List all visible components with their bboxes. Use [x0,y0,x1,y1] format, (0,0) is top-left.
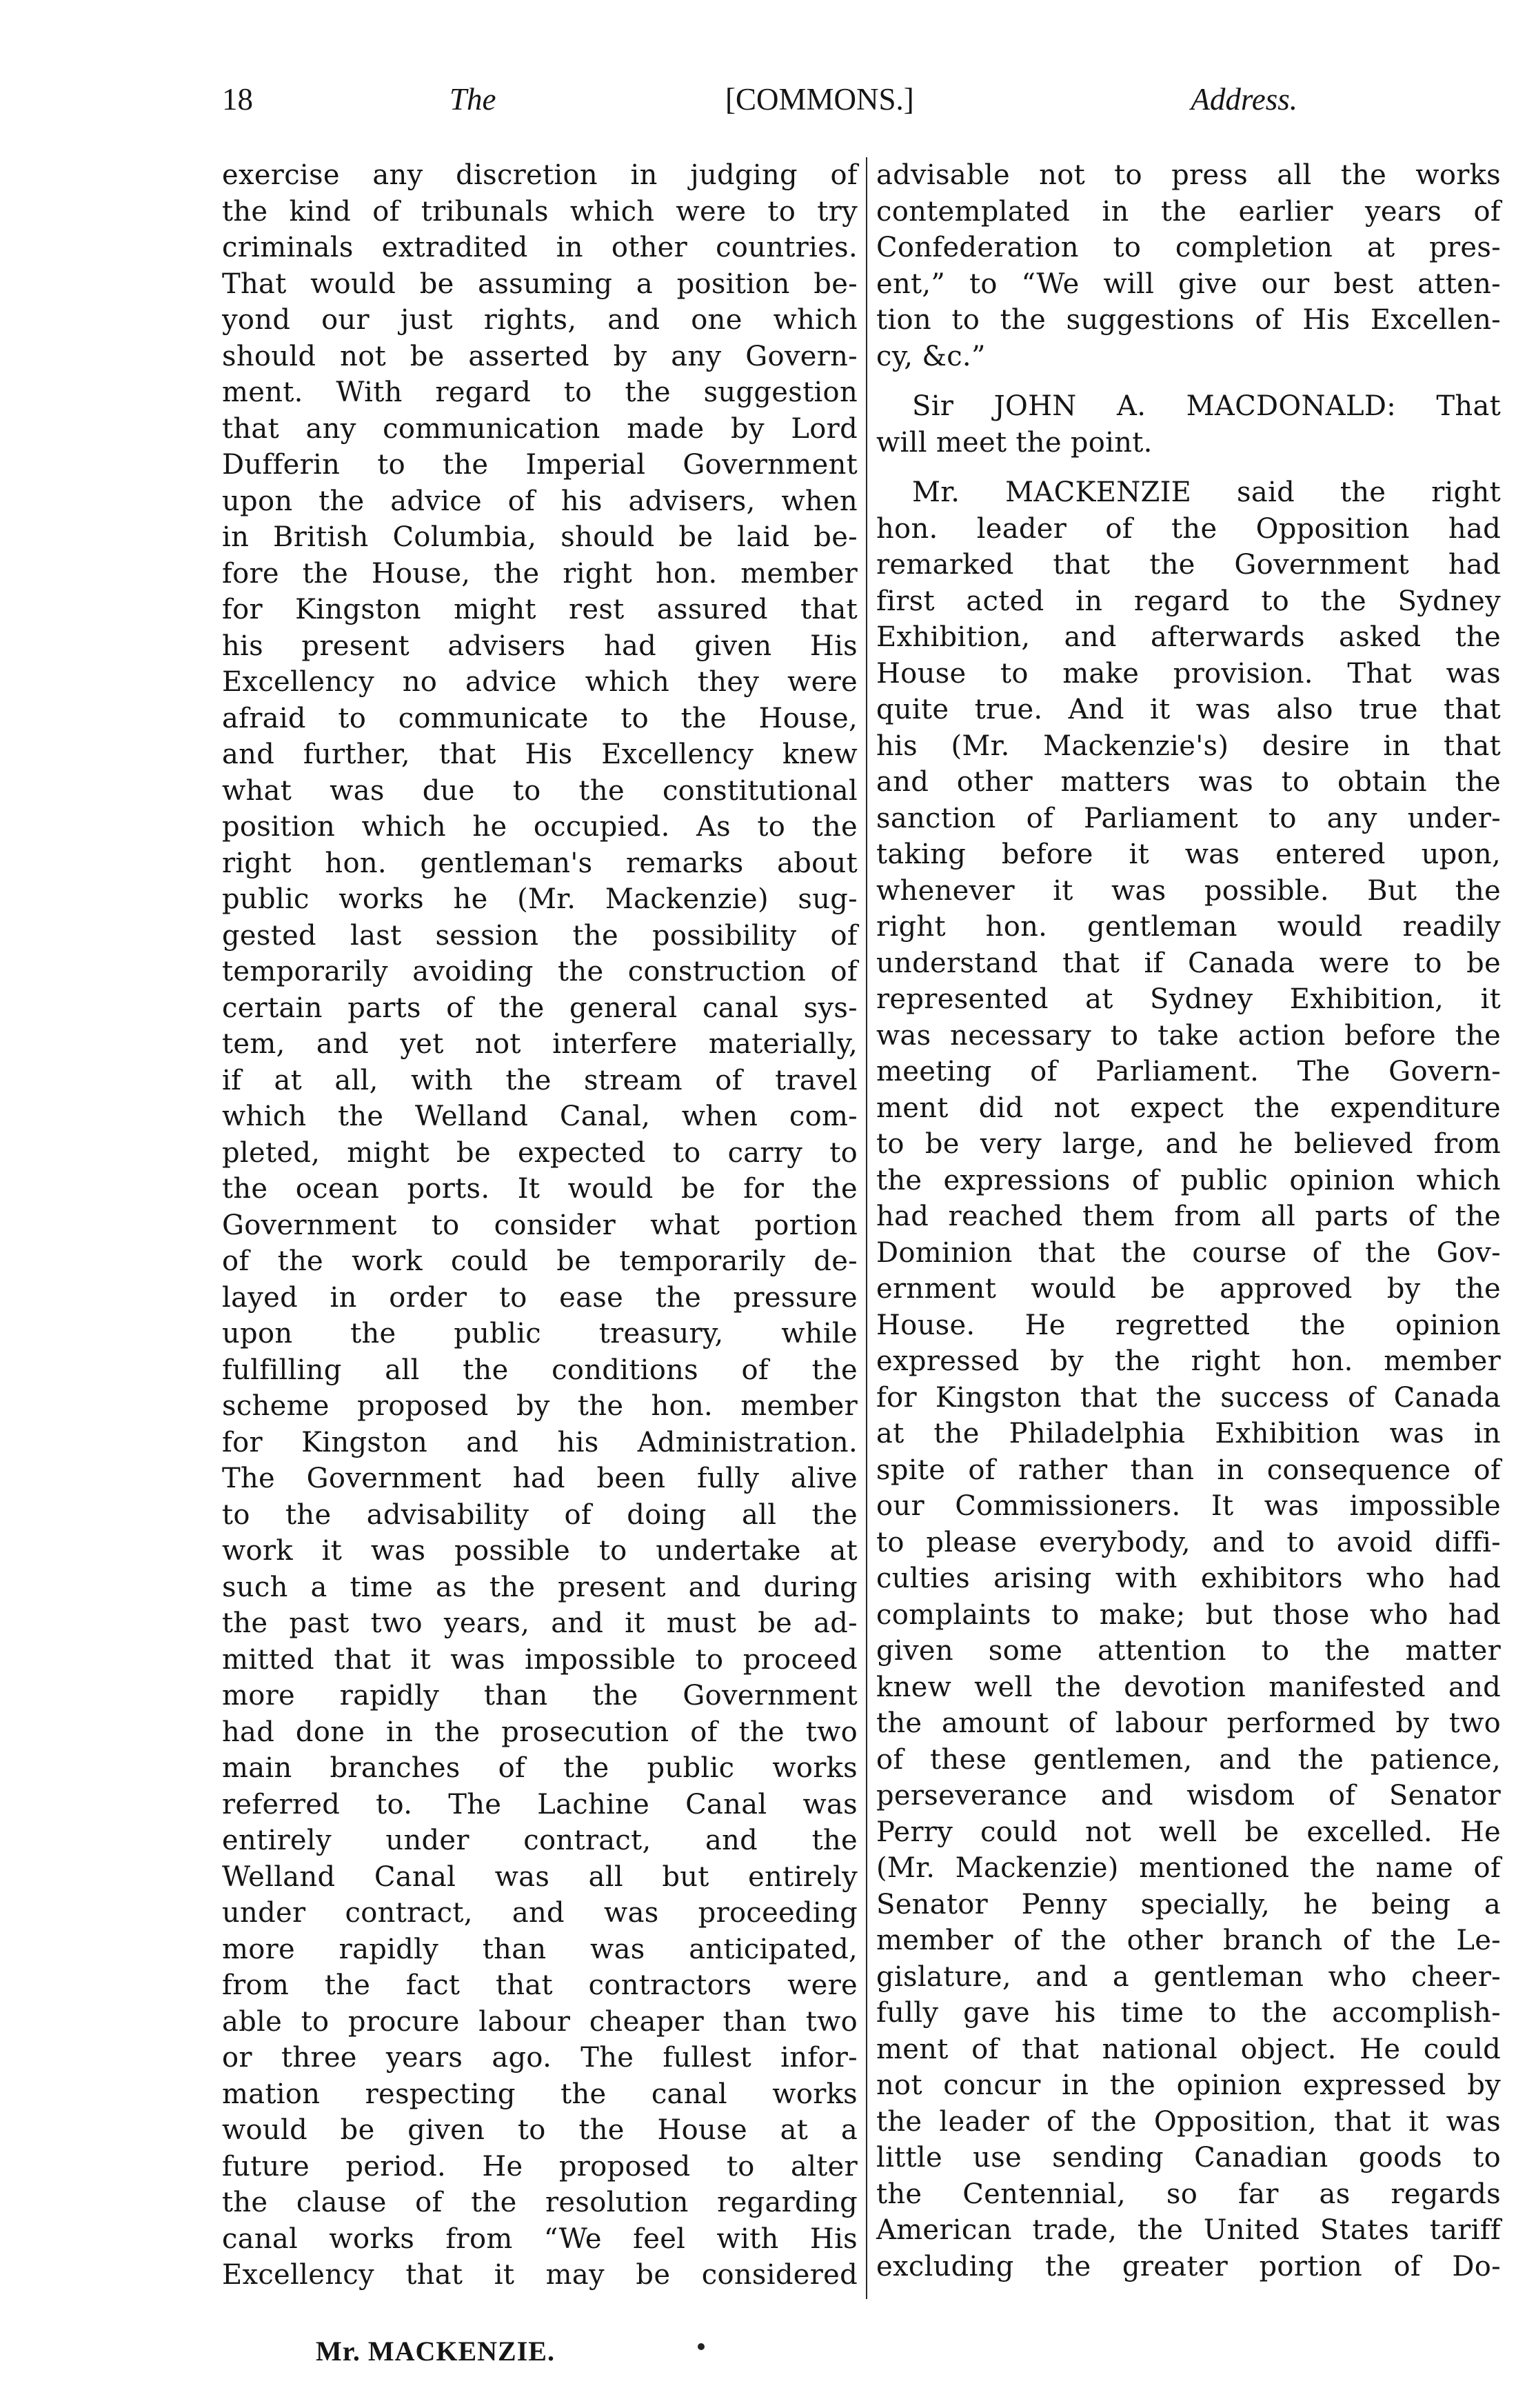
text-line: future period. He proposed to alter [222,2150,858,2183]
page-number: 18 [222,82,253,117]
text-line: temporarily avoiding the construction of [222,956,858,987]
text-line: Exhibition, and afterwards asked the [876,621,1501,653]
print-speck [698,2343,705,2350]
text-line: able to procure labour cheaper than two [222,2005,858,2038]
text-line: understand that if Canada were to be [876,947,1501,979]
text-line: scheme proposed by the hon. member [222,1390,858,1422]
text-line: was necessary to take action before the [876,1019,1501,1052]
text-line: layed in order to ease the pressure [222,1281,858,1314]
text-line: public works he (Mr. Mackenzie) sug- [222,883,858,915]
text-line: referred to. The Lachine Canal was [222,1788,858,1820]
text-line: The Government had been fully alive [222,1463,858,1494]
text-line: or three years ago. The fullest infor- [222,2042,858,2074]
text-line: certain parts of the general canal sys- [222,992,858,1024]
text-line: the leader of the Opposition, that it was [876,2105,1501,2138]
text-line: entirely under contract, and the [222,1825,858,1856]
text-line: main branches of the public works [222,1752,858,1784]
text-line: will meet the point. [876,426,1153,459]
text-line: at the Philadelphia Exhibition was in [876,1418,1501,1449]
text-line: Dominion that the course of the Gov- [876,1236,1501,1269]
paragraph-gap [876,374,1501,388]
text-line: quite true. And it was also true that [876,694,1501,725]
text-line: perseverance and wisdom of Senator [876,1780,1501,1812]
text-line: not concur in the opinion expressed by [876,2069,1501,2101]
text-line: Excellency that it may be considered [222,2259,858,2291]
text-line: afraid to communicate to the House, [222,702,858,734]
text-line: ernment would be approved by the [876,1273,1501,1305]
paragraph-mackenzie [876,474,1501,2285]
text-line: for Kingston and his Administration. [222,1426,858,1458]
page-header [222,81,1297,137]
text-line: advisable not to press all the works [876,159,1501,191]
text-line: more rapidly than the Government [222,1680,858,1712]
text-line: Excellency no advice which they were [222,666,858,698]
text-line: Mr. MACKENZIE said the right [912,476,1501,508]
text-line: and other matters was to obtain the [876,766,1501,798]
footer-speaker: Mr. MACKENZIE. [316,2336,555,2367]
text-line: had reached them from all parts of the [876,1201,1501,1232]
text-line: hon. leader of the Opposition had [876,512,1501,545]
text-line: taking before it was entered upon, [876,839,1501,870]
text-line: the Centennial, so far as regards [876,2178,1501,2210]
text-line: mitted that it was impossible to proceed [222,1643,858,1676]
paragraph-gap [876,461,1501,474]
text-line: sanction of Parliament to any under- [876,802,1501,834]
text-line: the expressions of public opinion which [876,1164,1501,1196]
text-line: mation respecting the canal works [222,2078,858,2110]
text-line: to be very large, and he believed from [876,1128,1501,1160]
right-column [876,157,1501,2285]
text-line: upon the public treasury, while [222,1318,858,1350]
text-line: fore the House, the right hon. member [222,557,858,590]
text-line: canal works from “We feel with His [222,2223,858,2255]
text-line: to the advisability of doing all the [222,1498,858,1531]
text-line: Perry could not well be excelled. He [876,1816,1501,1848]
text-line: which the Welland Canal, when com- [222,1101,858,1132]
text-line: spite of rather than in consequence of [876,1454,1501,1486]
text-line: cy, &c.” [876,340,986,372]
text-line: pleted, might be expected to carry to [222,1136,858,1169]
text-line: member of the other branch of the Le- [876,1925,1501,1956]
text-line: first acted in regard to the Sydney [876,585,1501,617]
text-line: knew well the devotion manifested and [876,1671,1501,1703]
text-line: contemplated in the earlier years of [876,195,1501,228]
text-line: from the fact that contractors were [222,1969,858,2001]
text-line: ment did not expect the expenditure [876,1092,1501,1124]
text-line: ment of that national object. He could [876,2033,1501,2065]
text-line: our Commissioners. It was impossible [876,1490,1501,1522]
text-line: Senator Penny specially, he being a [876,1888,1501,1920]
text-line: of these gentlemen, and the patience, [876,1743,1501,1776]
text-line: right hon. gentleman's remarks about [222,847,858,879]
text-line: whenever it was possible. But the [876,874,1501,907]
text-line: House to make provision. That was [876,657,1501,690]
text-line: upon the advice of his advisers, when [222,485,858,517]
text-line: gested last session the possibility of [222,919,858,952]
house-label: [COMMONS.] [725,82,914,117]
text-line: That would be assuming a position be- [222,268,858,300]
column-divider [866,157,867,2299]
text-line: in British Columbia, should be laid be- [222,521,858,553]
text-line: tem, and yet not interfere materially, [222,1028,858,1060]
text-line: tion to the suggestions of His Excellen- [876,304,1501,336]
text-line: exercise any discretion in judging of [222,159,858,191]
text-line: little use sending Canadian goods to [876,2142,1501,2174]
text-line: given some attention to the matter [876,1635,1501,1667]
text-line: such a time as the present and during [222,1571,858,1603]
text-line: under contract, and was proceeding [222,1897,858,1929]
text-line: work it was possible to undertake at [222,1535,858,1567]
text-line: what was due to the constitutional [222,774,858,807]
text-line: if at all, with the stream of travel [222,1064,858,1096]
text-line: Confederation to completion at pres- [876,232,1501,263]
text-line: American trade, the United States tariff [876,2214,1501,2246]
text-line: ment. With regard to the suggestion [222,377,858,408]
running-title-left: The [449,82,496,117]
text-line: gislature, and a gentleman who cheer- [876,1960,1501,1993]
text-line: should not be asserted by any Govern- [222,340,858,372]
text-line: ent,” to “We will give our best atten- [876,268,1501,300]
text-line: Sir JOHN A. MACDONALD: That [912,390,1501,422]
paragraph-address-continuation [876,157,1501,374]
text-line: complaints to make; but those who had [876,1598,1501,1631]
text-line: the kind of tribunals which were to try [222,195,858,228]
text-line: would be given to the House at a [222,2114,858,2146]
paragraph-macdonald [876,388,1501,461]
text-line: criminals extradited in other countries. [222,232,858,263]
text-line: and further, that His Excellency knew [222,739,858,770]
text-line: for Kingston that the success of Canada [876,1381,1501,1414]
text-line: expressed by the right hon. member [876,1345,1501,1377]
text-line: excluding the greater portion of Do- [876,2250,1501,2282]
left-column [222,157,858,2294]
text-line: Government to consider what portion [222,1209,858,1241]
text-line: House. He regretted the opinion [876,1309,1501,1341]
text-line: the past two years, and it must be ad- [222,1607,858,1639]
text-line: to please everybody, and to avoid diffi- [876,1526,1501,1558]
running-title-right: Address. [1191,82,1297,117]
text-line: of the work could be temporarily de- [222,1245,858,1277]
text-line: Welland Canal was all but entirely [222,1860,858,1893]
text-line: fully gave his time to the accomplish- [876,1997,1501,2029]
text-line: right hon. gentleman would readily [876,911,1501,943]
text-line: yond our just rights, and one which [222,304,858,336]
text-line: had done in the prosecution of the two [222,1716,858,1748]
text-line: the ocean ports. It would be for the [222,1173,858,1205]
text-line: represented at Sydney Exhibition, it [876,983,1501,1015]
text-line: culties arising with exhibitors who had [876,1563,1501,1594]
text-line: the clause of the resolution regarding [222,2187,858,2218]
text-line: meeting of Parliament. The Govern- [876,1056,1501,1087]
text-line: for Kingston might rest assured that [222,594,858,625]
text-line: Dufferin to the Imperial Government [222,449,858,481]
text-line: remarked that the Government had [876,549,1501,581]
text-line: more rapidly than was anticipated, [222,1933,858,1965]
text-line: (Mr. Mackenzie) mentioned the name of [876,1852,1501,1884]
text-line: his (Mr. Mackenzie's) desire in that [876,730,1501,762]
text-line: the amount of labour performed by two [876,1707,1501,1739]
text-line: fulfilling all the conditions of the [222,1354,858,1386]
text-line: that any communication made by Lord [222,412,858,445]
text-line: position which he occupied. As to the [222,811,858,843]
text-line: his present advisers had given His [222,630,858,662]
